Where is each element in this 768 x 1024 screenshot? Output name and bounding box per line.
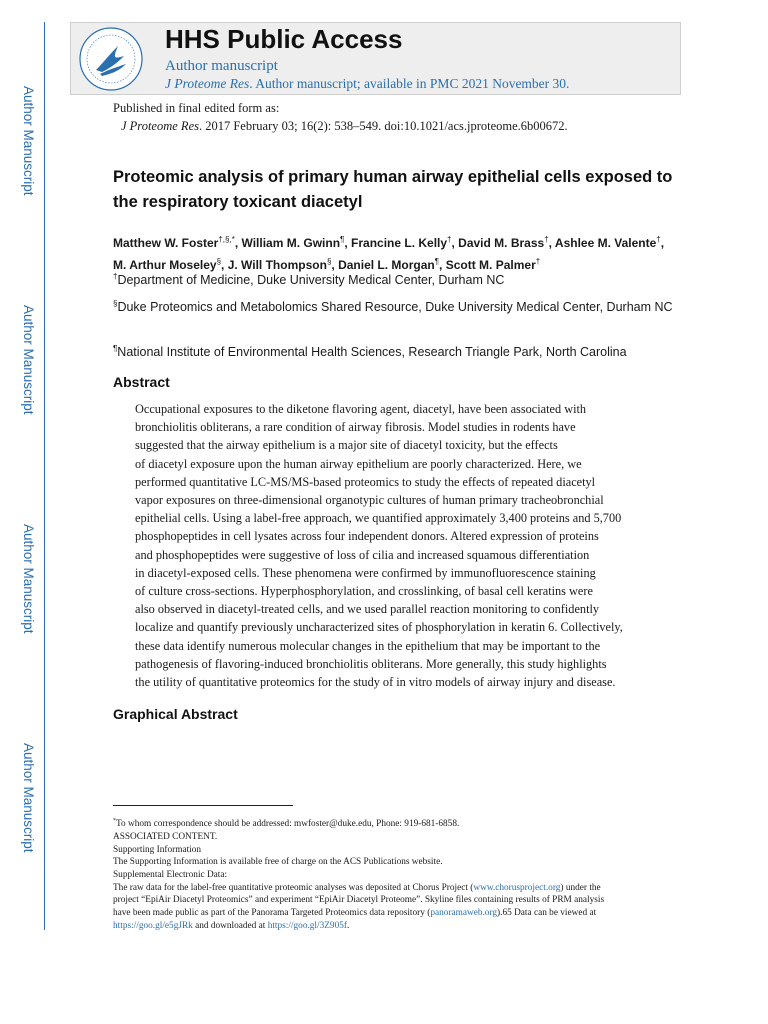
published-journal: J Proteome Res xyxy=(121,119,199,133)
author-separator: , xyxy=(439,257,446,272)
side-label-author-manuscript: Author Manuscript xyxy=(21,524,36,634)
affiliation xyxy=(113,268,673,290)
download-data-link[interactable]: https://goo.gl/3Z905f xyxy=(267,920,347,931)
author-separator: , xyxy=(660,236,665,250)
footnote-data-line xyxy=(113,882,653,895)
chorus-link[interactable]: www.chorusproject.org xyxy=(473,882,561,893)
footnote-supplemental: Supplemental Electronic Data: xyxy=(113,869,228,880)
author-mark: † xyxy=(656,235,661,244)
author-separator: , xyxy=(234,236,242,250)
author-name: Ashlee M. Valente xyxy=(554,236,657,250)
author-name: Francine L. Kelly xyxy=(351,236,448,250)
footnote-rule xyxy=(113,805,293,806)
author-separator: , xyxy=(221,257,228,272)
abstract-line: suggested that the airway epithelium is a major site of diacetyl toxicity, but the effects xyxy=(135,438,558,453)
hhs-seal-icon xyxy=(78,26,144,92)
footnote-data-line xyxy=(113,920,653,933)
affiliation-text: Duke Proteomics and Metabolomics Shared Resource, Duke University Medical Center, Durham NC xyxy=(117,300,673,315)
affiliation-text: Department of Medicine, Duke University Medical Center, Durham NC xyxy=(117,273,505,288)
panorama-link[interactable]: panoramaweb.org xyxy=(430,908,498,919)
author-name: William M. Gwinn xyxy=(241,236,341,250)
footnote-data-line xyxy=(113,907,653,920)
published-line: Published in final edited form as: xyxy=(113,101,280,115)
footnote-data-text: . xyxy=(346,920,350,931)
author-name: Matthew W. Foster xyxy=(113,236,219,250)
side-label-author-manuscript: Author Manuscript xyxy=(21,86,36,196)
abstract-heading: Abstract xyxy=(113,374,170,390)
footnote-data-text: ).65 Data can be viewed at xyxy=(497,908,597,919)
affiliation-text: National Institute of Environmental Health Sciences, Research Triangle Park, North Carolina xyxy=(117,345,627,360)
author-mark: ¶ xyxy=(340,235,345,244)
header-journal-name: J Proteome Res xyxy=(165,76,250,91)
affiliation xyxy=(113,295,673,317)
footnotes xyxy=(113,815,653,932)
author-mark: † xyxy=(535,256,541,266)
footnote-data-line: project “EpiAir Diacetyl Proteomics” and experiment “EpiAir Diacetyl Proteome”. Skyline files containing results of PRM analysis xyxy=(113,895,605,906)
footnote-data-text: have been made public as part of the Panorama Targeted Proteomics data repository ( xyxy=(113,908,431,919)
author-separator: , xyxy=(331,257,339,272)
abstract-line: phosphopeptides in cell lysates across four independent donors. Altered expression of proteins xyxy=(135,529,599,544)
header-title: HHS Public Access xyxy=(165,24,403,54)
affiliation-mark: † xyxy=(113,272,118,281)
affiliation xyxy=(113,340,673,362)
paper-title: Proteomic analysis of primary human airway epithelial cells exposed to the respiratory toxicant diacetyl xyxy=(113,168,673,211)
side-label-author-manuscript: Author Manuscript xyxy=(21,305,36,415)
author-mark: † xyxy=(544,235,549,244)
footnote-supporting: Supporting Information xyxy=(113,844,202,855)
abstract-line: in diacetyl-exposed cells. These phenomena were confirmed by immunofluorescence staining xyxy=(135,565,596,580)
author-mark: § xyxy=(326,256,332,266)
footnote-data-text: and downloaded at xyxy=(192,920,268,931)
affiliation-mark: § xyxy=(113,299,118,308)
author-name: Scott M. Palmer xyxy=(445,257,536,272)
footnote-data-text: The raw data for the label-free quantitative proteomic analyses was deposited at Chorus Project ( xyxy=(113,882,474,893)
published-citation-text: . 2017 February 03; 16(2): 538–549. doi:10.1021/acs.jproteome.6b00672. xyxy=(198,119,568,133)
author-mark: ¶ xyxy=(434,256,440,266)
margin-rule xyxy=(44,22,45,930)
abstract-line: Occupational exposures to the diketone flavoring agent, diacetyl, have been associated with xyxy=(135,402,587,416)
author-mark: § xyxy=(216,256,222,266)
author-name: M. Arthur Moseley xyxy=(113,257,217,272)
header-journal-line xyxy=(165,76,569,92)
abstract-line: localize and quantify previously uncharacterized sites of phosphorylation in keratin 6. Collectively, xyxy=(135,620,623,635)
affiliation-mark: ¶ xyxy=(113,344,118,353)
footnote-associated: ASSOCIATED CONTENT. xyxy=(113,831,218,842)
abstract-line: epithelial cells. Using a label-free approach, we quantified approximately 3,400 proteins and 5,700 xyxy=(135,511,622,526)
abstract-body xyxy=(135,400,655,691)
footnote-supporting-text: The Supporting Information is available free of charge on the ACS Publications website. xyxy=(113,857,443,868)
graphical-abstract-heading: Graphical Abstract xyxy=(113,706,238,722)
abstract-line: vapor exposures on three-dimensional organotypic cultures of human primary tracheobronchial xyxy=(135,493,604,508)
author-name: David M. Brass xyxy=(458,236,545,250)
published-citation xyxy=(121,119,568,134)
header-subtitle: Author manuscript xyxy=(165,58,278,74)
footnote-correspondence xyxy=(113,815,653,831)
abstract-line: of culture cross-sections. Hyperphosphorylation, and crosslinking, of basal cell keratins were xyxy=(135,584,593,599)
author-separator: , xyxy=(548,236,555,250)
author-name: J. Will Thompson xyxy=(227,257,327,272)
author-mark: † xyxy=(447,235,452,244)
abstract-line: the utility of quantitative proteomics for the study of in vitro models of airway injury and disease. xyxy=(135,675,616,690)
abstract-line: pathogenesis of flavoring-induced bronchiolitis obliterans. More generally, this study highlights xyxy=(135,656,607,671)
author-mark: †,§,* xyxy=(218,235,235,244)
footnote-correspondence-text: To whom correspondence should be addressed: mwfoster@duke.edu, Phone: 919-681-6858. xyxy=(116,819,460,830)
abstract-line: performed quantitative LC-MS/MS-based proteomics to study the effects of repeated diacetyl xyxy=(135,474,596,489)
author-separator: , xyxy=(344,236,352,250)
footnote-mark: * xyxy=(113,818,116,824)
author-name: Daniel L. Morgan xyxy=(338,257,435,272)
abstract-line: and phosphopeptides were suggestive of loss of cilia and increased squamous differentiation xyxy=(135,547,590,562)
abstract-line: these data identify numerous molecular changes in the epithelium that may be important to the xyxy=(135,638,601,653)
side-label-author-manuscript: Author Manuscript xyxy=(21,743,36,853)
author-separator: , xyxy=(451,236,459,250)
abstract-line: bronchiolitis obliterans, a rare condition of airway fibrosis. Model studies in rodents have xyxy=(135,420,576,435)
abstract-line: of diacetyl exposure upon the human airway epithelium are poorly characterized. Here, we xyxy=(135,456,582,471)
abstract-line: also observed in diacetyl-treated cells, and we used parallel reaction monitoring to confidently xyxy=(135,602,600,617)
header-availability: . Author manuscript; available in PMC 2021 November 30. xyxy=(249,76,570,91)
view-data-link[interactable]: https://goo.gl/e5gJRk xyxy=(113,920,193,931)
footnote-data-text: ) under the xyxy=(560,882,601,893)
